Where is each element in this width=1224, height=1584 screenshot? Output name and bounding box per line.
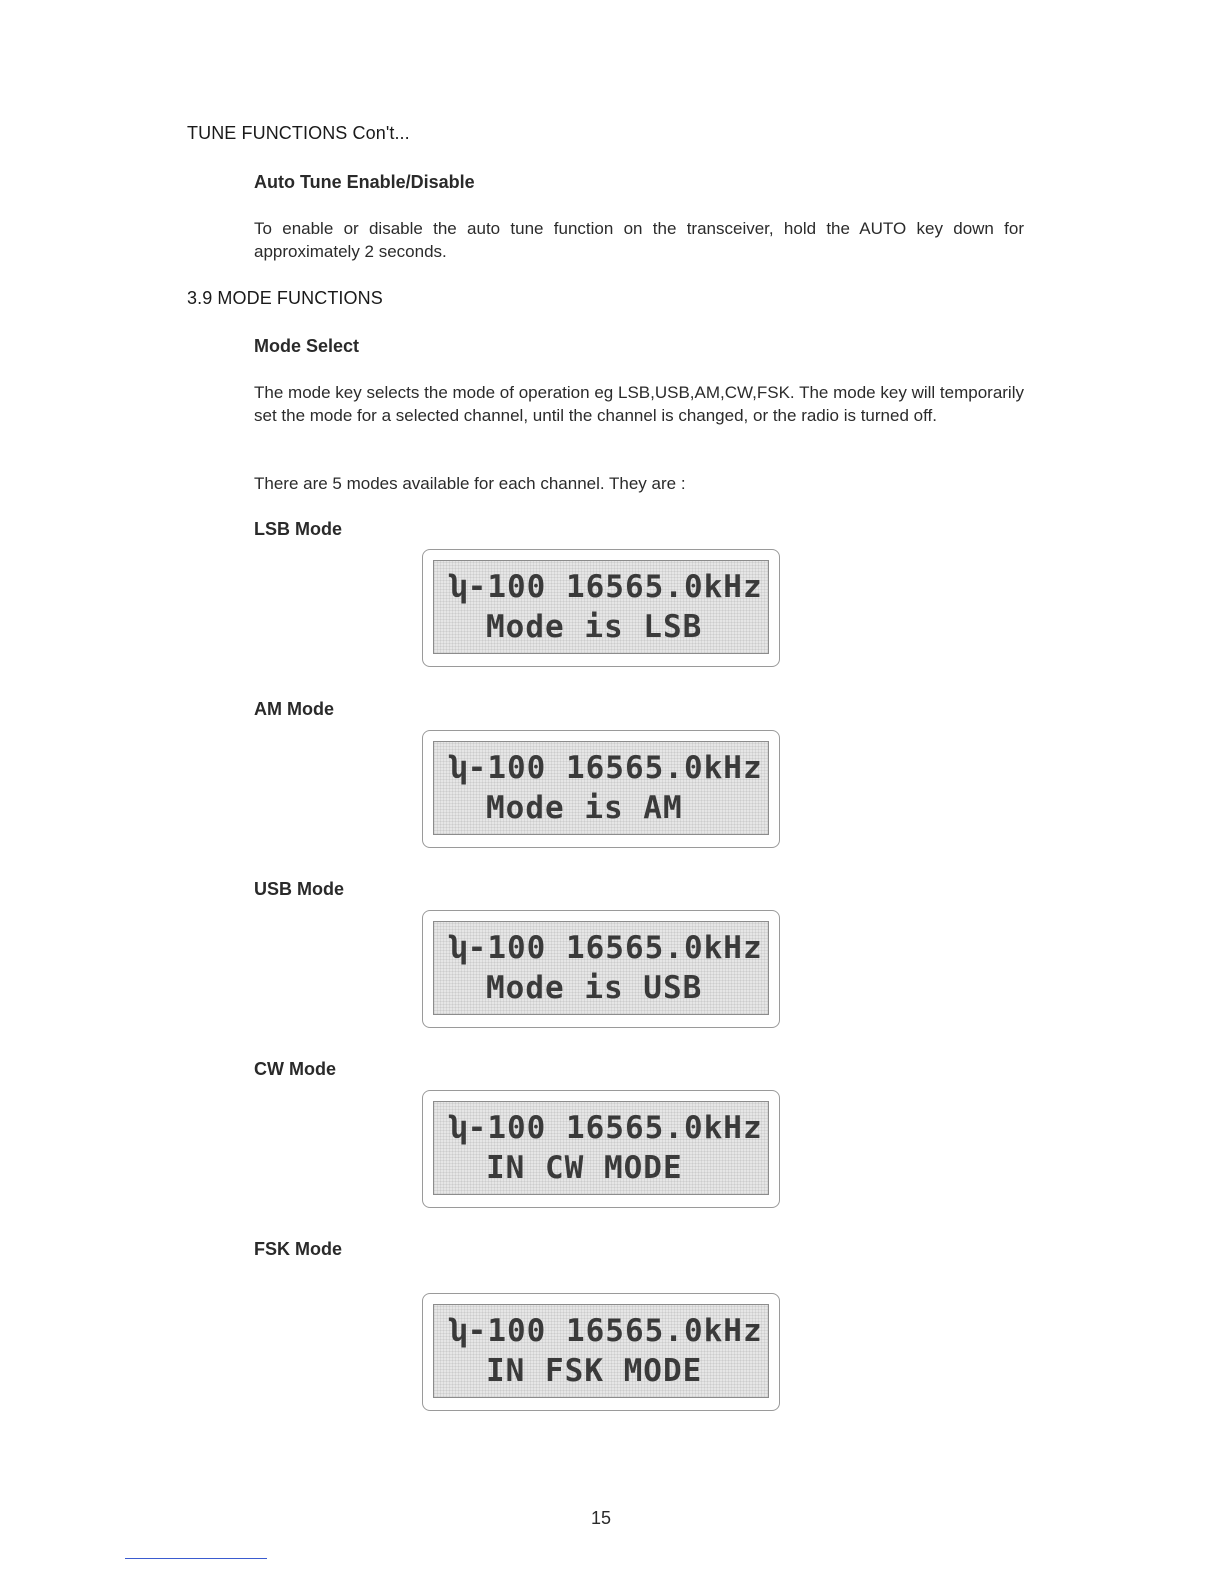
auto-tune-text: To enable or disable the auto tune function on the transceiver, hold the AUTO key down for approximately 2 seconds. (254, 219, 1024, 261)
lcd-screen (433, 741, 769, 835)
mode-select-title: Mode Select (254, 336, 360, 356)
lcd-display-cw (422, 1090, 780, 1208)
footnote-rule (125, 1558, 267, 1559)
mode-select-text: The mode key selects the mode of operation eg LSB,USB,AM,CW,FSK. The mode key will temporarily set the mode for a selected channel, until the channel is changed, or the radio is turned off. (254, 383, 1024, 425)
lcd-line-mode: Mode is USB (486, 970, 703, 1006)
lcd-line-mode: Mode is LSB (486, 609, 703, 645)
lcd-line-mode: IN FSK MODE (486, 1353, 703, 1389)
lcd-line-frequency: ʮ-100 16565.0kHz (448, 930, 763, 966)
lcd-screen (433, 560, 769, 654)
lcd-display-lsb (422, 549, 780, 667)
lcd-line-frequency: ʮ-100 16565.0kHz (448, 569, 763, 605)
lcd-screen (433, 1101, 769, 1195)
section-title: 3.9 MODE FUNCTIONS (187, 288, 383, 308)
mode-label-usb: USB Mode (254, 879, 344, 899)
lcd-screen (433, 1304, 769, 1398)
lcd-line-mode: Mode is AM (486, 790, 683, 826)
mode-select-intro: There are 5 modes available for each channel. They are : (254, 474, 686, 493)
page-heading: TUNE FUNCTIONS Con't... (187, 123, 410, 143)
lcd-screen (433, 921, 769, 1015)
mode-label-am: AM Mode (254, 699, 334, 719)
auto-tune-title: Auto Tune Enable/Disable (254, 172, 475, 192)
mode-label-lsb: LSB Mode (254, 519, 342, 539)
lcd-display-am (422, 730, 780, 848)
lcd-display-usb (422, 910, 780, 1028)
mode-label-cw: CW Mode (254, 1059, 336, 1079)
lcd-display-fsk (422, 1293, 780, 1411)
lcd-line-frequency: ʮ-100 16565.0kHz (448, 750, 763, 786)
mode-label-fsk: FSK Mode (254, 1239, 342, 1259)
page-number: 15 (591, 1508, 612, 1528)
lcd-line-mode: IN CW MODE (486, 1150, 683, 1186)
lcd-line-frequency: ʮ-100 16565.0kHz (448, 1313, 763, 1349)
lcd-line-frequency: ʮ-100 16565.0kHz (448, 1110, 763, 1146)
